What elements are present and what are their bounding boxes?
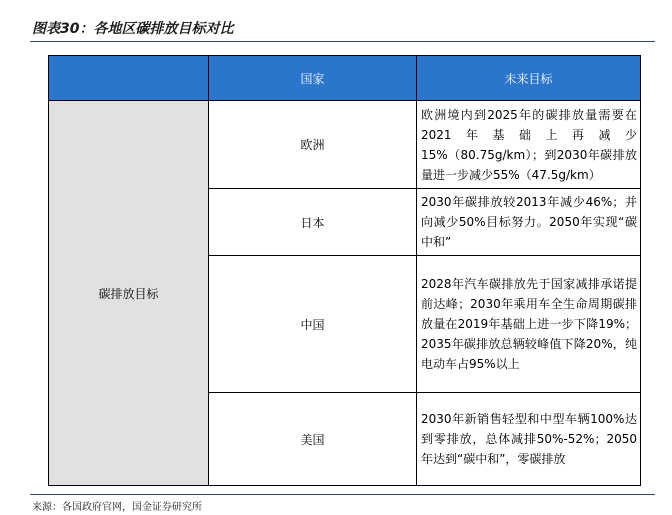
header-row — [49, 56, 641, 101]
goal-cell: 2030年碳排放较2013年减少46%；并向减少50%目标努力。2050年实现“碳中和” — [417, 189, 641, 256]
country-cell: 中国 — [209, 256, 417, 393]
header-goal: 未来目标 — [417, 56, 641, 101]
goal-cell: 2030年新销售轻型和中型车辆100%达到零排放，总体减排50%-52%；2050年达到“碳中和”，零碳排放 — [417, 393, 641, 486]
carbon-targets-table — [48, 55, 641, 486]
country-cell: 日本 — [209, 189, 417, 256]
category-label: 碳排放目标 — [49, 101, 209, 486]
goal-cell: 欧洲境内到2025年的碳排放量需要在2021年基础上再减少15%（80.75g/km）；到2030年碳排放量进一步减少55%（47.5g/km） — [417, 101, 641, 189]
title-divider — [30, 41, 655, 42]
country-cell: 美国 — [209, 393, 417, 486]
country-cell: 欧洲 — [209, 101, 417, 189]
goal-cell: 2028年汽车碳排放先于国家减排承诺提前达峰；2030年乘用车全生命周期碳排放量在2019年基础上进一步下降19%；2035年碳排放总辆较峰值下降20%，纯电动车占95%以上 — [417, 256, 641, 393]
table-row — [49, 101, 641, 189]
source-note: 来源：各国政府官网，国金证券研究所 — [32, 502, 202, 513]
footer-divider — [30, 494, 655, 495]
header-blank — [49, 56, 209, 101]
header-country: 国家 — [209, 56, 417, 101]
figure-title: 图表30：各地区碳排放目标对比 — [32, 21, 234, 37]
